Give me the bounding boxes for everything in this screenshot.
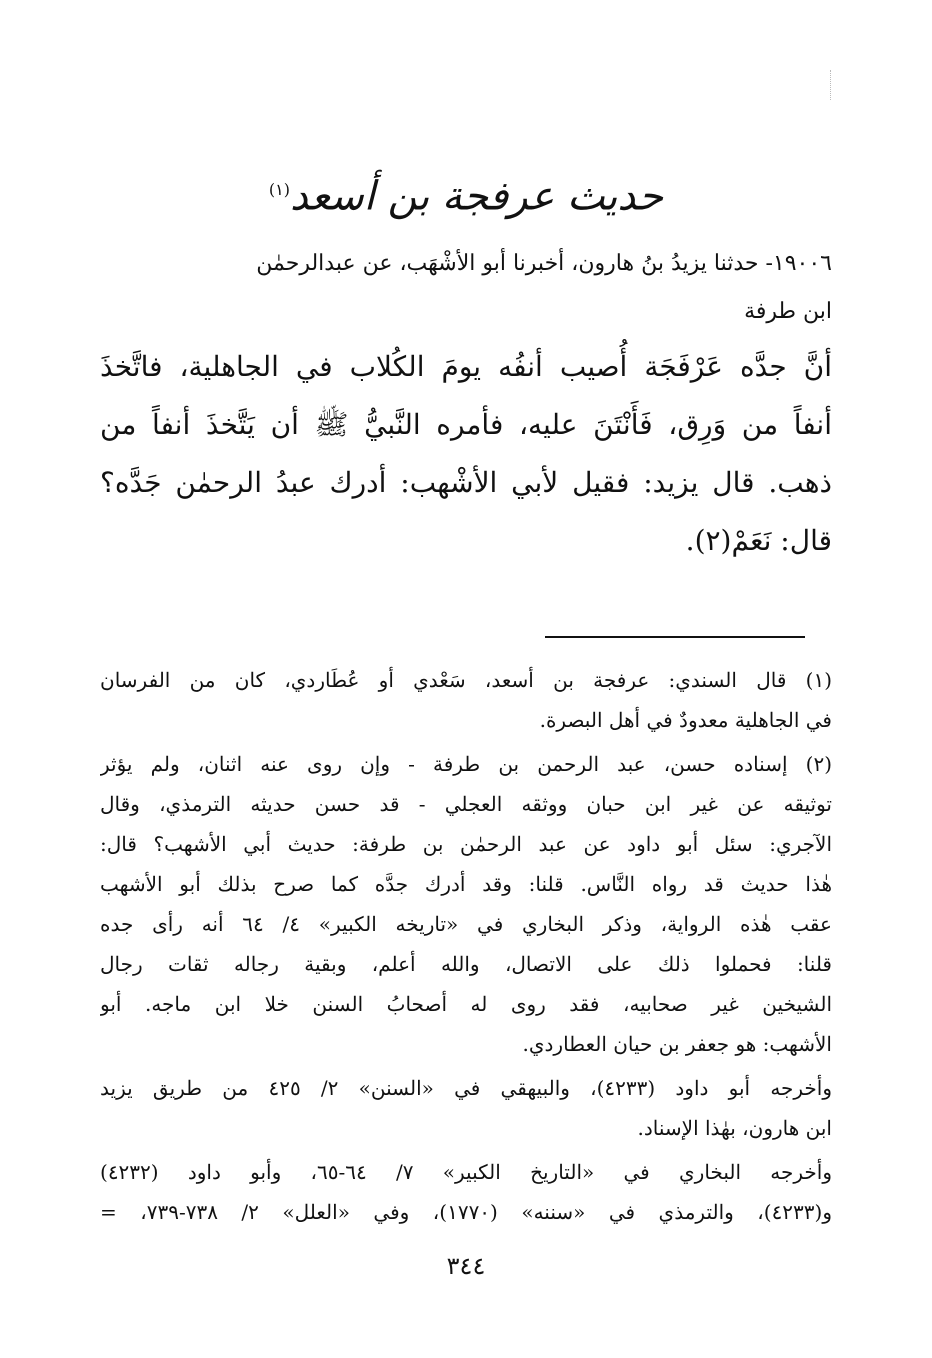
hadith-text-line: ذهب. قال يزيد: فقيل لأبي الأشْهب: أدرك عبدُ الرحمٰن جَدَّه؟ [100,466,832,499]
chapter-title-text: حديث عرفجة بن أسعد [289,173,664,220]
hadith-chain-line: ابن طرفة [744,299,832,324]
hadith-text-line: أنفاً من وَرِق، فَأَنْتَنَ عليه، فأمره النَّبيُّ ﷺ أن يَتَّخذَ أنفاً من [100,408,832,441]
hadith-text-line: أنَّ جدَّه عَرْفَجَة أُصيب أنفُه يومَ الكُلاب في الجاهلية، فاتَّخذَ [100,350,832,383]
footnote-line: و(٤٢٣٣)، والترمذي في «سننه» (١٧٧٠)، وفي «العلل» ٢/ ٧٣٨-٧٣٩، = [100,1200,832,1224]
footnote-divider [545,636,805,638]
title-footnote-ref: (١) [268,180,290,199]
footnote-line: (١) قال السندي: عرفجة بن أسعد، سَعْدي أو عُطَاردي، كان من الفرسان [100,668,832,692]
page-number: ٣٤٤ [446,1252,486,1280]
hadith-chain-line: ١٩٠٠٦- حدثنا يزيدُ بنُ هارون، أخبرنا أبو الأشْهَب، عن عبدالرحمٰن [256,251,832,276]
hadith-chain [100,240,832,336]
footnote-line: الآجري: سئل أبو داود عن عبد الرحمٰن بن طرفة: حديث أبي الأشهب؟ قال: [100,832,832,856]
footnote-line: هٰذا حديث قد رواه النَّاس. قلنا: وقد أدرك جدَّه كما صرح بذلك أبو الأشهب [100,872,832,896]
footnotes [100,660,832,1232]
footnote-line: وأخرجه أبو داود (٤٢٣٣)، والبيهقي في «السنن» ٢/ ٤٢٥ من طريق يزيد [100,1076,832,1100]
footnote-line: (٢) إسناده حسن، عبد الرحمن بن طرفة - وإن روى عنه اثنان، ولم يؤثر [100,752,832,776]
footnote-line: عقب هٰذه الرواية، وذكر البخاري في «تاريخه الكبير» ٤/ ٦٤ أنه رأى جده [100,912,832,936]
chapter-title [0,160,932,226]
footnote-line: قلنا: فحملوا ذلك على الاتصال، والله أعلم، وبقية رجاله ثقات رجال [100,952,832,976]
scan-mark [830,70,835,100]
footnote-line: توثيقه عن غير ابن حبان ووثقه العجلي - قد حسن حديثه الترمذي، وقال [100,792,832,816]
hadith-text [100,338,832,570]
footnote-line: الأشهب: هو جعفر بن حيان العطاردي. [522,1032,832,1056]
hadith-text-line: قال: نَعَمْ(٢). [685,524,832,557]
footnote-line: في الجاهلية معدودٌ في أهل البصرة. [539,708,832,732]
footnote-line: ابن هارون، بهٰذا الإسناد. [637,1116,832,1140]
footnote-line: الشيخين غير صحابيه، فقد روى له أصحابُ السنن خلا ابن ماجه. أبو [100,992,832,1016]
footnote-line: وأخرجه البخاري في «التاريخ الكبير» ٧/ ٦٤-٦٥، وأبو داود (٤٢٣٢) [100,1160,832,1184]
